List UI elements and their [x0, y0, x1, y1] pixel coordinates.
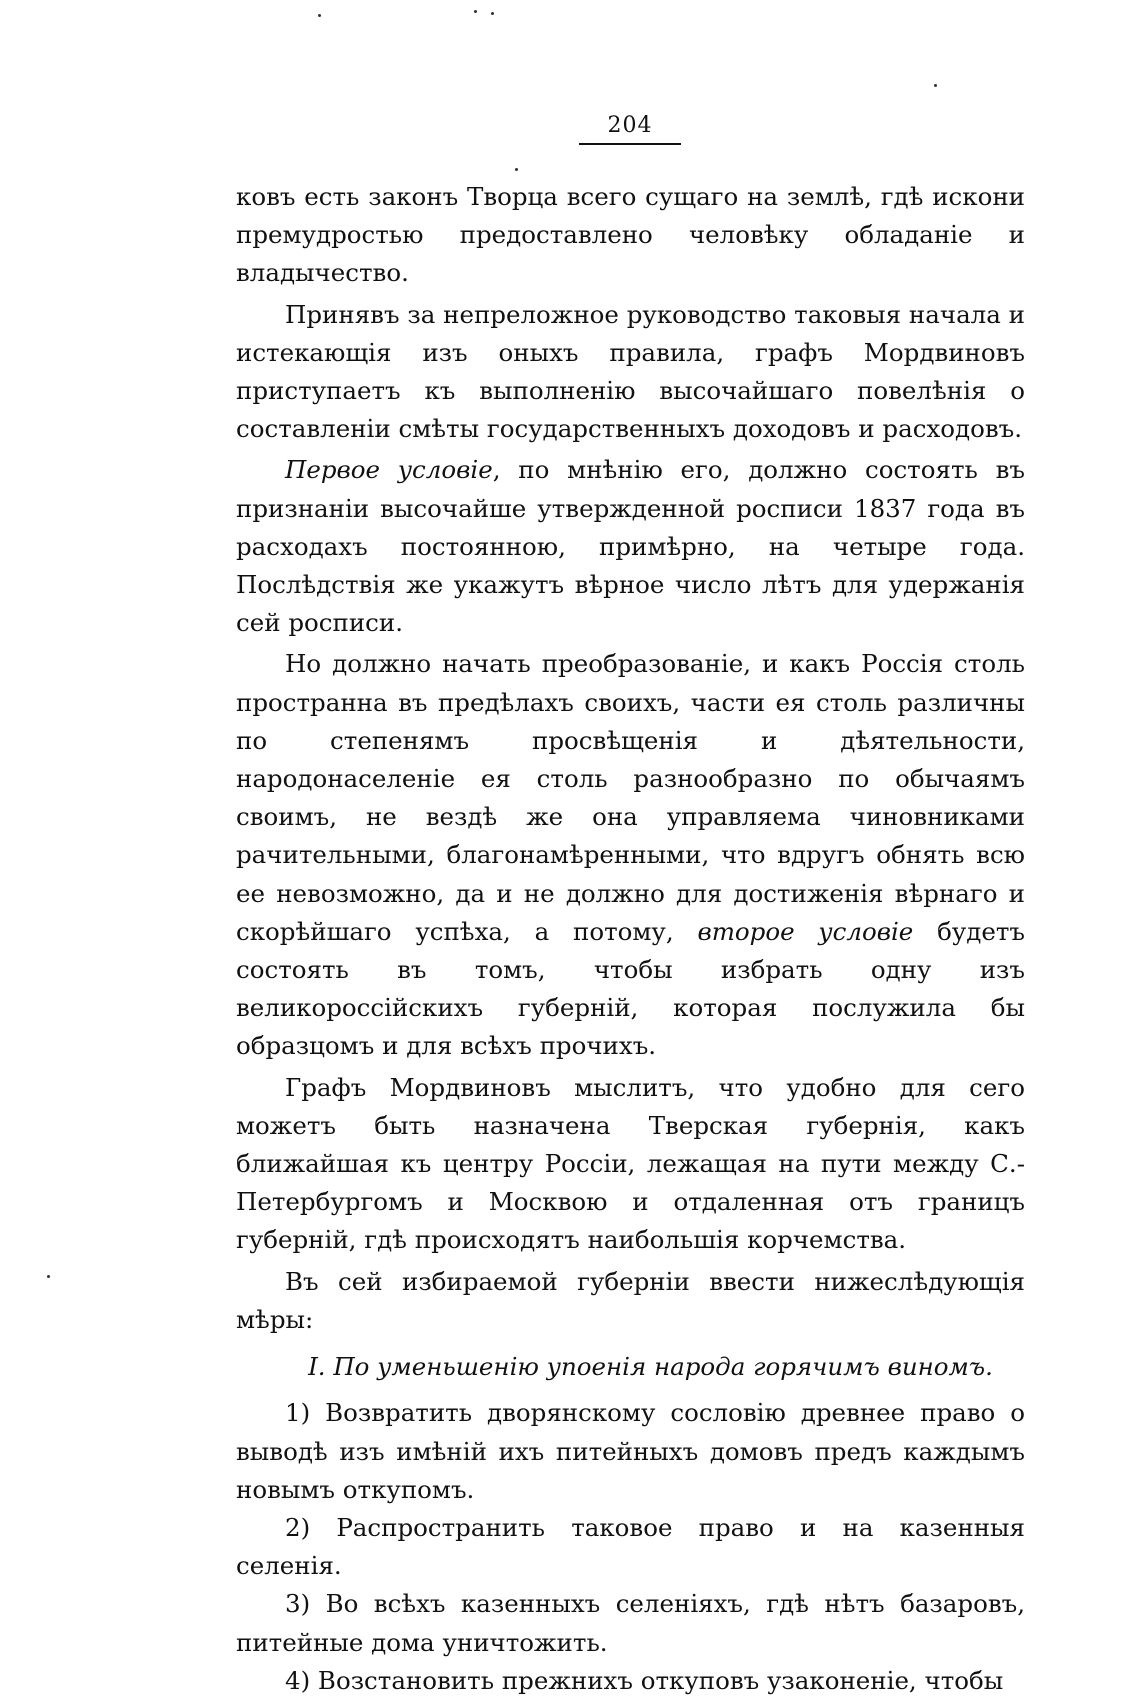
list-item: 1) Возвратить дворянскому сословію древнее право о выводѣ изъ имѣній ихъ питейныхъ домовъ предъ каждымъ новымъ откупомъ. [236, 1398, 1025, 1504]
paragraph-continuation: ковъ есть законъ Творца всего сущаго на землѣ, гдѣ искони премудростью предоставлено человѣку обладаніе и владычество. [236, 182, 1025, 288]
scan-speck [515, 168, 518, 171]
scan-speck [474, 10, 477, 13]
list-item: 2) Распространить таковое право и на казенныя селенія. [236, 1512, 1025, 1581]
paragraph: Принявъ за непреложное руководство таковыя начала и истекающія изъ оныхъ правила, графъ Мордвиновъ приступаетъ къ выполненію высочайшаго повелѣнія о составленіи смѣты государственныхъ доходовъ и расходовъ. [236, 299, 1025, 444]
paragraph-first-condition [236, 451, 1025, 642]
paragraph-text: , по мнѣнію его, должно состоять въ признаніи высочайше утвержденной росписи 1837 года въ расходахъ постоянною, примѣрно, на четыре года. Послѣдствія же укажутъ вѣрное число лѣтъ для удержанія сей росписи. [236, 455, 1025, 638]
scan-speck [47, 1275, 50, 1278]
paragraph: Графъ Мордвиновъ мыслитъ, что удобно для сего можетъ быть назначена Тверская губернія, какъ ближайшая къ центру Россіи, лежащая на пути между С.-Петербургомъ и Москвою и отдаленная отъ границъ губерній, гдѣ происходятъ наибольшія корчемства. [236, 1072, 1025, 1255]
scan-speck [491, 12, 494, 15]
emphasis-second-condition: второе условіе [697, 916, 914, 946]
page-number: 204 [579, 113, 681, 145]
scan-speck [934, 84, 937, 87]
paragraph: Въ сей избираемой губерніи ввести нижеслѣдующія мѣры: [236, 1266, 1025, 1334]
list-item: 4) Возстановить прежнихъ откуповъ узаконеніе, чтобы [285, 1665, 1004, 1695]
paragraph-text: Но должно начать преобразованіе, и какъ Россія столь пространна въ предѣлахъ своихъ, части ея столь различны по степенямъ просвѣщенія и дѣятельности, народонаселеніе ея столь разнообразно по обычаямъ своимъ, не вездѣ же она управляема чиновниками рачительными, благонамѣренными, что вдругъ обнять всю ее невозможно, да и не должно для достиженія вѣрнаго и скорѣйшаго успѣха, а потому, [236, 649, 1025, 946]
scan-speck [318, 14, 321, 17]
list-item: 3) Во всѣхъ казенныхъ селеніяхъ, гдѣ нѣтъ базаровъ, питейные дома уничтожить. [236, 1589, 1025, 1657]
paragraph-second-condition [236, 645, 1025, 1065]
section-heading: I. По уменьшенію упоенія народа горячимъ виномъ. [308, 1352, 993, 1382]
paragraph-text: будетъ состоять въ томъ, чтобы избрать одну изъ великороссійскихъ губерній, которая послужила бы образцомъ и для всѣхъ прочихъ. [236, 916, 1025, 1061]
emphasis-first-condition: Первое условіе [285, 455, 493, 485]
body-text [236, 178, 1025, 1700]
